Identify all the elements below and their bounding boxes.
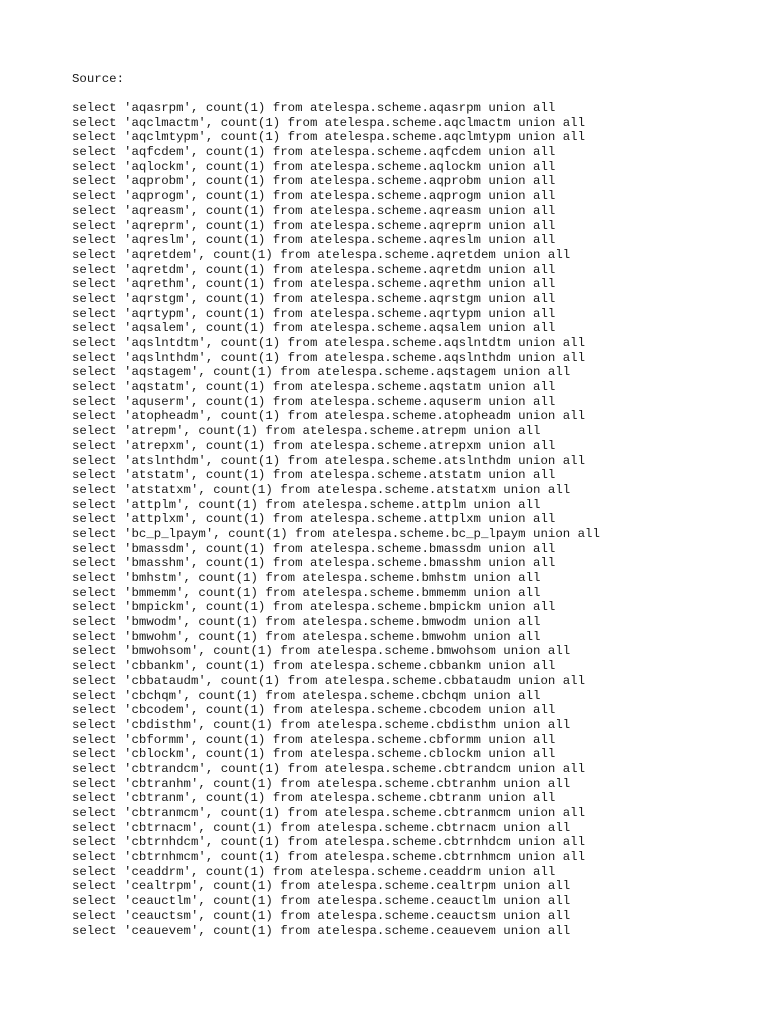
sql-line: select 'aqfcdem', count(1) from atelespa.scheme.aqfcdem union all bbox=[72, 145, 556, 160]
sql-line: select 'cblockm', count(1) from atelespa.scheme.cblockm union all bbox=[72, 747, 556, 762]
sql-line: select 'bmwohm', count(1) from atelespa.scheme.bmwohm union all bbox=[72, 629, 541, 644]
sql-line: select 'aqslntdtm', count(1) from atelespa.scheme.aqslntdtm union all bbox=[72, 336, 586, 350]
sql-line: select 'aqprobm', count(1) from atelespa.scheme.aqprobm union all bbox=[72, 174, 556, 189]
sql-line: select 'aqretdem', count(1) from atelespa.scheme.aqretdem union all bbox=[72, 247, 571, 262]
sql-line: select 'bmwohsom', count(1) from atelespa.scheme.bmwohsom union all bbox=[72, 644, 571, 659]
sql-line: select 'bc_p_lpaym', count(1) from atelespa.scheme.bc_p_lpaym union all bbox=[72, 526, 600, 541]
sql-line: select 'cbdisthm', count(1) from atelespa.scheme.cbdisthm union all bbox=[72, 717, 571, 732]
sql-line: select 'cbtrandcm', count(1) from atelespa.scheme.cbtrandcm union all bbox=[72, 761, 586, 776]
sql-line: select 'aquserm', count(1) from atelespa.scheme.aquserm union all bbox=[72, 394, 556, 409]
sql-line: select 'aqrstgm', count(1) from atelespa.scheme.aqrstgm union all bbox=[72, 291, 556, 306]
sql-line: select 'atrepm', count(1) from atelespa.scheme.atrepm union all bbox=[72, 424, 541, 439]
sql-line: select 'cbformm', count(1) from atelespa.scheme.cbformm union all bbox=[72, 732, 556, 747]
sql-line: select 'cealtrpm', count(1) from atelespa.scheme.cealtrpm union all bbox=[72, 879, 571, 894]
sql-line: select 'bmmemm', count(1) from atelespa.scheme.bmmemm union all bbox=[72, 585, 541, 600]
sql-line: select 'cbtranhm', count(1) from atelespa.scheme.cbtranhm union all bbox=[72, 776, 571, 791]
sql-line: select 'atstatxm', count(1) from atelespa.scheme.atstatxm union all bbox=[72, 482, 571, 497]
sql-line: select 'aqsalem', count(1) from atelespa.scheme.aqsalem union all bbox=[72, 321, 556, 336]
sql-line: select 'aqretdm', count(1) from atelespa.scheme.aqretdm union all bbox=[72, 262, 556, 277]
sql-line: select 'aqreprm', count(1) from atelespa.scheme.aqreprm union all bbox=[72, 218, 556, 233]
sql-line: select 'cbcodem', count(1) from atelespa.scheme.cbcodem union all bbox=[72, 703, 556, 718]
sql-line: select 'cbtranm', count(1) from atelespa.scheme.cbtranm union all bbox=[72, 791, 556, 806]
sql-line: select 'cbbankm', count(1) from atelespa.scheme.cbbankm union all bbox=[72, 659, 556, 674]
sql-line: select 'bmasshm', count(1) from atelespa.scheme.bmasshm union all bbox=[72, 556, 556, 571]
sql-line: select 'cbbataudm', count(1) from atelespa.scheme.cbbataudm union all bbox=[72, 673, 586, 688]
sql-line: select 'bmhstm', count(1) from atelespa.scheme.bmhstm union all bbox=[72, 571, 541, 585]
sql-line: select 'atrepxm', count(1) from atelespa.scheme.atrepxm union all bbox=[72, 438, 556, 453]
sql-line: select 'aqslnthdm', count(1) from atelespa.scheme.aqslnthdm union all bbox=[72, 350, 586, 365]
document-page bbox=[72, 72, 752, 938]
sql-line: select 'cbtranmcm', count(1) from atelespa.scheme.cbtranmcm union all bbox=[72, 806, 586, 820]
sql-line: select 'ceauctsm', count(1) from atelespa.scheme.ceauctsm union all bbox=[72, 908, 571, 923]
sql-line: select 'cbchqm', count(1) from atelespa.scheme.cbchqm union all bbox=[72, 688, 541, 703]
sql-line: select 'aqstagem', count(1) from atelespa.scheme.aqstagem union all bbox=[72, 365, 571, 380]
sql-line: select 'atslnthdm', count(1) from atelespa.scheme.atslnthdm union all bbox=[72, 453, 586, 468]
sql-line: select 'bmpickm', count(1) from atelespa.scheme.bmpickm union all bbox=[72, 600, 556, 615]
sql-line: select 'atopheadm', count(1) from atelespa.scheme.atopheadm union all bbox=[72, 409, 586, 424]
sql-line: select 'aqreslm', count(1) from atelespa.scheme.aqreslm union all bbox=[72, 233, 556, 248]
sql-line: select 'aqstatm', count(1) from atelespa.scheme.aqstatm union all bbox=[72, 380, 556, 395]
sql-line: select 'atstatm', count(1) from atelespa.scheme.atstatm union all bbox=[72, 468, 556, 483]
source-label: Source: bbox=[72, 72, 125, 86]
sql-line: select 'attplm', count(1) from atelespa.scheme.attplm union all bbox=[72, 497, 541, 512]
sql-line: select 'ceauevem', count(1) from atelespa.scheme.ceauevem union all bbox=[72, 923, 571, 938]
sql-line: select 'aqasrpm', count(1) from atelespa.scheme.aqasrpm union all bbox=[72, 101, 556, 115]
sql-line: select 'aqreasm', count(1) from atelespa.scheme.aqreasm union all bbox=[72, 203, 556, 218]
sql-line: select 'bmwodm', count(1) from atelespa.scheme.bmwodm union all bbox=[72, 615, 541, 630]
sql-line: select 'aqprogm', count(1) from atelespa.scheme.aqprogm union all bbox=[72, 189, 556, 204]
sql-lines bbox=[72, 101, 752, 938]
sql-line: select 'cbtrnhdcm', count(1) from atelespa.scheme.cbtrnhdcm union all bbox=[72, 835, 586, 850]
sql-line: select 'cbtrnacm', count(1) from atelespa.scheme.cbtrnacm union all bbox=[72, 820, 571, 835]
sql-line: select 'attplxm', count(1) from atelespa.scheme.attplxm union all bbox=[72, 512, 556, 527]
sql-line: select 'aqrtypm', count(1) from atelespa.scheme.aqrtypm union all bbox=[72, 306, 556, 321]
sql-line: select 'bmassdm', count(1) from atelespa.scheme.bmassdm union all bbox=[72, 541, 556, 556]
sql-line: select 'aqlockm', count(1) from atelespa.scheme.aqlockm union all bbox=[72, 159, 556, 174]
sql-line: select 'cbtrnhmcm', count(1) from atelespa.scheme.cbtrnhmcm union all bbox=[72, 850, 586, 865]
sql-line: select 'aqrethm', count(1) from atelespa.scheme.aqrethm union all bbox=[72, 277, 556, 292]
sql-line: select 'aqclmactm', count(1) from atelespa.scheme.aqclmactm union all bbox=[72, 115, 586, 130]
sql-line: select 'ceaddrm', count(1) from atelespa.scheme.ceaddrm union all bbox=[72, 864, 556, 879]
sql-line: select 'aqclmtypm', count(1) from atelespa.scheme.aqclmtypm union all bbox=[72, 130, 586, 145]
sql-line: select 'ceauctlm', count(1) from atelespa.scheme.ceauctlm union all bbox=[72, 894, 571, 909]
spacer bbox=[72, 87, 752, 101]
